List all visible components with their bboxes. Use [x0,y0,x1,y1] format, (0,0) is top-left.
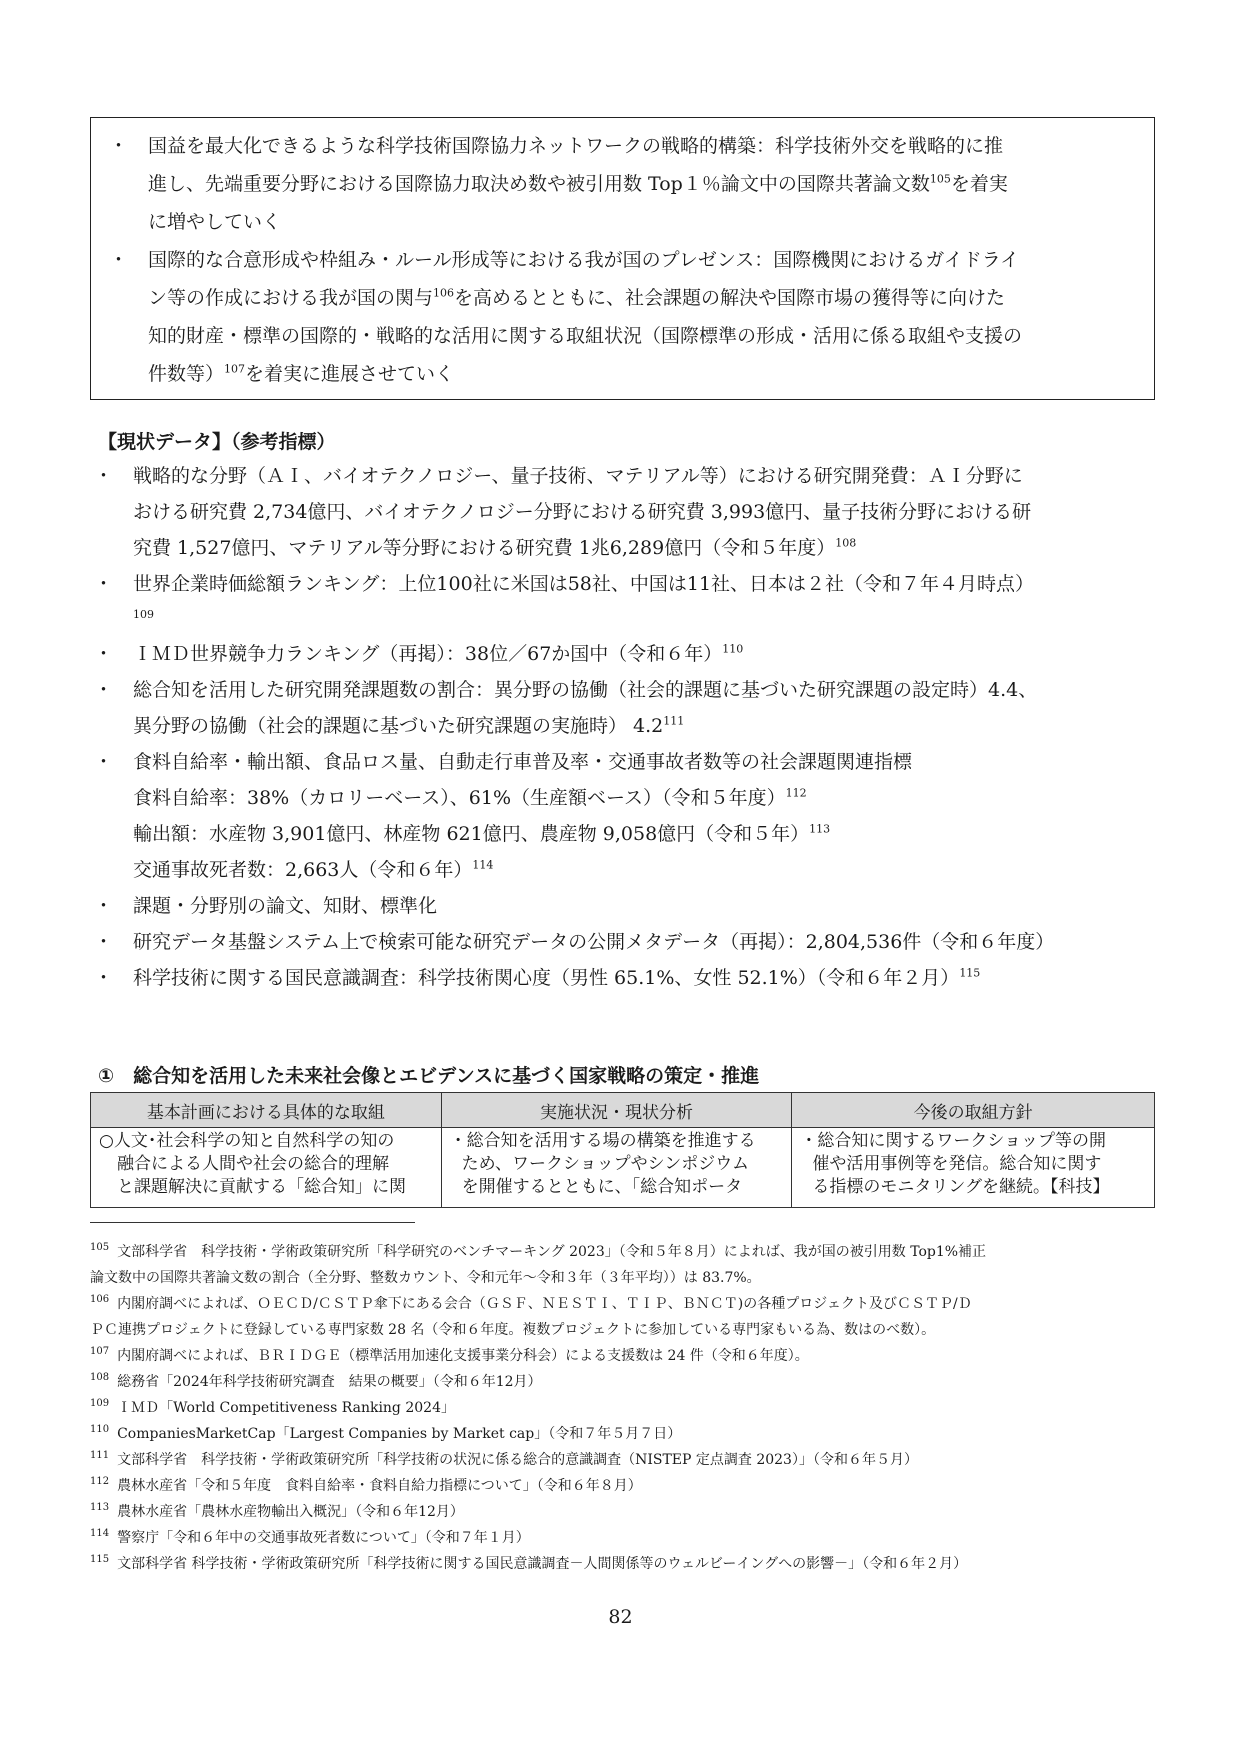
cell-line: る指標のモニタリングを継続。【科技】 [812,1177,1110,1197]
target-item-2-line-2-end: を高めるとともに、社会課題の解決や国際市場の獲得等に向けた [454,287,1006,309]
footnote-ref-107: 107 [224,362,246,376]
table-header-row [91,1093,1155,1128]
data-item-public-survey [90,960,1165,996]
data-line: 食料自給率・輸出額、食品ロス量、自動走行車普及率・交通事故者数等の社会課題関連指標 [133,751,913,773]
data-line: 究費 1,527億円、マテリアル等分野における研究費 1兆6,289億円（令和５年度） [133,537,836,559]
footnote-114: $^{114}$ 警察庁「令和６年中の交通事故死者数について」（令和７年１月） [90,1528,530,1546]
data-item-social-indicators [90,744,1165,888]
current-data-heading: 【現状データ】（参考指標） [98,431,336,453]
footnote-106: $^{106}$ 内閣府調べによれば、ＯＥＣＤ/ＣＳＴＰ傘下にある会合（ＧＳＦ、ＮＥＳＴＩ、ＴＩＰ、ＢＮＣＴ)の各種プロジェクト及びＣＳＴＰ/Ｄ [90,1294,972,1312]
bullet: ・ [94,465,114,487]
footnote-ref-106: 106 [433,286,455,300]
cell-line: ため、ワークショップやシンポジウム [461,1154,750,1174]
footnote-divider [90,1222,415,1223]
bullet: ・ [94,679,114,701]
footnote-108: $^{108}$ 総務省「2024年科学技術研究調査 結果の概要」（令和６年12月） [90,1372,542,1390]
target-item-2 [103,241,1142,393]
data-line: 異分野の協働（社会的課題に基づいた研究課題の実施時） 4.2 [133,715,664,737]
data-line: 世界企業時価総額ランキング：上位100社に米国は58社、中国は11社、日本は２社（令和７年４月時点） [133,573,1035,595]
target-item-1 [103,127,1142,241]
footnote-105-cont: 論文数中の国際共著論文数の割合（全分野、整数カウント、令和元年〜令和３年（３年平均））は 83.7%。 [90,1270,761,1286]
bullet: ・ [94,643,114,665]
data-line: 研究データ基盤システム上で検索可能な研究データの公開メタデータ（再掲）：2,804,536件（令和６年度） [133,931,1055,953]
bullet: ・ [109,249,129,271]
footnote-ref-113: 113 [809,822,831,836]
footnote-110: $^{110}$ CompaniesMarketCap「Largest Companies by Market cap」（令和７年５月７日） [90,1424,682,1442]
target-item-2-line-1: 国際的な合意形成や枠組み・ルール形成等における我が国のプレゼンス：国際機関におけるガイドライ [148,249,1020,271]
cell-line: ・総合知を活用する場の構築を推進する [449,1131,756,1151]
table-header: 基本計画における具体的な取組 [91,1093,442,1128]
footnote-ref-108: 108 [835,536,857,550]
target-item-2-line-4: 件数等） [148,363,225,385]
target-item-1-line-2: 進し、先端重要分野における国際協力取決め数や被引用数 Top１％論文中の国際共著論文数 [148,173,930,195]
target-item-2-line-4-end: を着実に進展させていく [245,363,455,385]
bullet: ・ [94,967,114,989]
cell-line: 融合による人間や社会の総合的理解 [117,1154,389,1174]
data-item-rd-expenditure [90,458,1165,566]
data-line: 交通事故死者数：2,663人（令和６年） [133,859,473,881]
table-cell [792,1128,1155,1208]
data-line: ＩＭＤ世界競争力ランキング（再掲）：38位／67か国中（令和６年） [133,643,723,665]
table-header: 今後の取組方針 [792,1093,1155,1128]
cell-line: を開催するとともに、「総合知ポータ [461,1177,743,1197]
footnote-ref-112: 112 [785,786,807,800]
cell-line: ・総合知に関するワークショップ等の開 [800,1131,1106,1151]
footnote-112: $^{112}$ 農林水産省「令和５年度 食料自給率・食料自給力指標について」（令和６年８月） [90,1476,642,1494]
bullet: ・ [109,135,129,157]
target-item-1-line-2-end: を着実 [950,173,1008,195]
footnote-106-cont: ＰＣ連携プロジェクトに登録している専門家数 28 名（令和６年度。複数プロジェクトに参加している専門家もいる為、数はのべ数）。 [90,1322,936,1338]
footnote-ref-109: 109 [133,608,154,621]
footnote-107: $^{107}$ 内閣府調べによれば、ＢＲＩＤＧＥ（標準活用加速化支援事業分科会）による支援数は 24 件（令和６年度）。 [90,1346,809,1364]
table-cell [91,1128,442,1208]
footnote-ref-105: 105 [929,172,951,186]
data-item-research-data [90,924,1165,960]
data-line: 輸出額：水産物 3,901億円、林産物 621億円、農産物 9,058億円（令和５年） [133,823,810,845]
page-number: 82 [608,1606,633,1628]
cell-line: 催や活用事例等を発信。総合知に関す [812,1154,1102,1174]
footnote-ref-111: 111 [663,714,685,728]
table-row [91,1128,1155,1208]
cell-line: ○人文･社会科学の知と自然科学の知の [99,1131,395,1151]
footnotes [90,1239,1160,1577]
footnote-115: $^{115}$ 文部科学省 科学技術・学術政策研究所「科学技術に関する国民意識調査－人間関係等のウェルビーイングへの影響－」（令和６年２月） [90,1554,968,1572]
cell-line: と課題解決に貢献する「総合知」に関 [117,1177,406,1197]
data-item-market-cap-ranking [90,566,1165,602]
footnote-ref-115: 115 [959,966,981,980]
bullet: ・ [94,931,114,953]
current-data-list [90,458,1165,996]
footnote-111: $^{111}$ 文部科学省 科学技術・学術政策研究所「科学技術の状況に係る総合的意識調査（NISTEP 定点調査 2023）」（令和６年５月） [90,1450,918,1468]
data-item-integrated-knowledge [90,672,1165,744]
section-1-heading: ① 総合知を活用した未来社会像とエビデンスに基づく国家戦略の策定・推進 [98,1065,760,1087]
target-item-2-line-3: 知的財産・標準の国際的・戦略的な活用に関する取組状況（国際標準の形成・活用に係る取組や支援の [148,325,1023,347]
bullet: ・ [94,895,114,917]
data-line: 課題・分野別の論文、知財、標準化 [133,895,438,917]
footnote-105: $^{105}$ 文部科学省 科学技術・学術政策研究所「科学研究のベンチマーキング 2023」（令和５年８月）によれば、我が国の被引用数 Top1%補正 [90,1242,987,1260]
target-item-1-line-3: に増やしていく [148,211,282,233]
data-line: 総合知を活用した研究開発課題数の割合：異分野の協働（社会的課題に基づいた研究課題の設定時）4.4、 [133,679,1038,701]
bullet: ・ [94,751,114,773]
data-line: 戦略的な分野（ＡＩ、バイオテクノロジー、量子技術、マテリアル等）における研究開発費：ＡＩ分野に [133,465,1023,487]
data-line: おける研究費 2,734億円、バイオテクノロジー分野における研究費 3,993億円、量子技術分野における研 [133,501,1032,523]
footnote-ref-110: 110 [722,642,744,656]
table-cell [441,1128,792,1208]
table-header: 実施状況・現状分析 [441,1093,792,1128]
target-item-1-line-1: 国益を最大化できるような科学技術国際協力ネットワークの戦略的構築：科学技術外交を戦略的に推 [148,135,1004,157]
plan-table [90,1092,1155,1208]
bullet: ・ [94,573,114,595]
data-item-imd-ranking [90,636,1165,672]
data-line: 科学技術に関する国民意識調査：科学技術関心度（男性 65.1%、女性 52.1%）（令和６年２月） [133,967,960,989]
footnote-113: $^{113}$ 農林水産省「農林水産物輸出入概況」（令和６年12月） [90,1502,464,1520]
target-box [90,117,1155,400]
footnote-109: $^{109}$ ＩＭＤ「World Competitiveness Ranking 2024」 [90,1398,455,1416]
data-item-papers-ip [90,888,1165,924]
target-item-2-line-2: ン等の作成における我が国の関与 [148,287,434,309]
data-line: 食料自給率：38%（カロリーベース）、61%（生産額ベース）（令和５年度） [133,787,786,809]
footnote-ref-114: 114 [472,858,494,872]
